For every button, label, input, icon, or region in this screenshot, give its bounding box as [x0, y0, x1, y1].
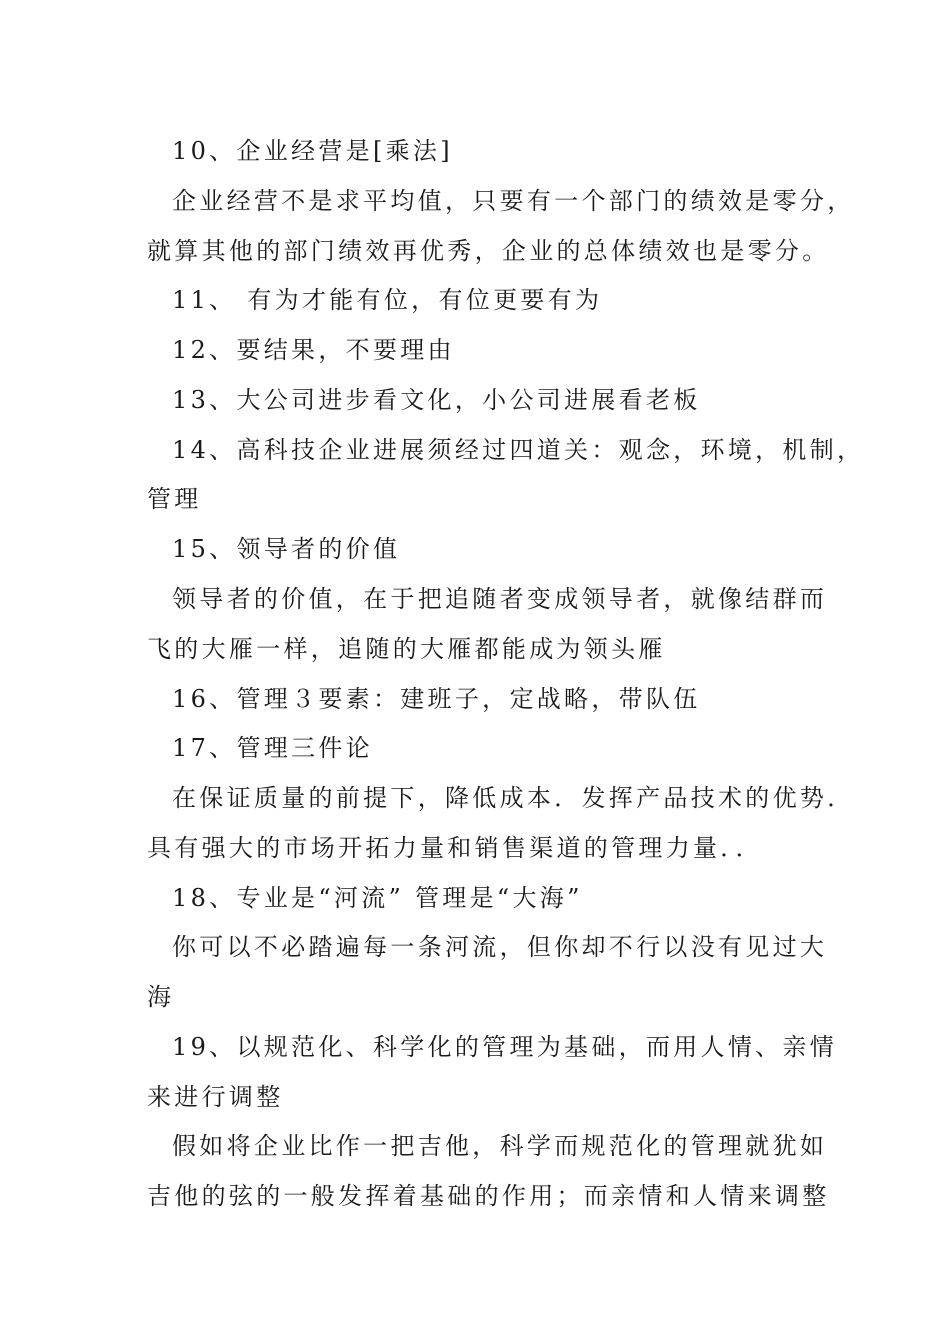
paragraph-line: 管理 — [147, 485, 202, 513]
heading-10: 10、企业经营是[乘法] — [172, 137, 453, 165]
paragraph-line: 企业经营不是求平均值，只要有一个部门的绩效是零分， — [172, 187, 855, 215]
paragraph-line: 具有强大的市场开拓力量和销售渠道的管理力量．． — [147, 834, 763, 862]
heading-11: 11、 有为才能有位，有位更要有为 — [172, 286, 603, 314]
paragraph-line: 假如将企业比作一把吉他，科学而规范化的管理就犹如 — [172, 1132, 828, 1160]
paragraph-line: 在保证质量的前提下，降低成本．发挥产品技术的优势． — [172, 784, 855, 812]
paragraph-line: 你可以不必踏遍每一条河流，但你却不行以没有见过大 — [172, 933, 828, 961]
heading-15: 15、领导者的价值 — [172, 535, 401, 563]
heading-17: 17、管理三件论 — [172, 734, 373, 762]
heading-19: 19、以规范化、科学化的管理为基础，而用人情、亲情 — [172, 1033, 838, 1061]
paragraph-line: 飞的大雁一样，追随的大雁都能成为领头雁 — [147, 635, 666, 663]
paragraph-line: 就算其他的部门绩效再优秀，企业的总体绩效也是零分。 — [147, 237, 830, 265]
heading-18: 18、专业是“河流” 管理是“大海” — [172, 884, 583, 912]
paragraph-line: 来进行调整 — [147, 1083, 284, 1111]
paragraph-line: 吉他的弦的一般发挥着基础的作用；而亲情和人情来调整 — [147, 1182, 830, 1210]
heading-12: 12、要结果，不要理由 — [172, 336, 455, 364]
heading-14: 14、高科技企业进展须经过四道关：观念，环境，机制， — [172, 436, 865, 464]
heading-16: 16、管理３要素：建班子，定战略，带队伍 — [172, 685, 701, 713]
paragraph-line: 海 — [147, 983, 175, 1011]
heading-13: 13、大公司进步看文化，小公司进展看老板 — [172, 386, 701, 414]
paragraph-line: 领导者的价值，在于把追随者变成领导者，就像结群而 — [172, 585, 828, 613]
